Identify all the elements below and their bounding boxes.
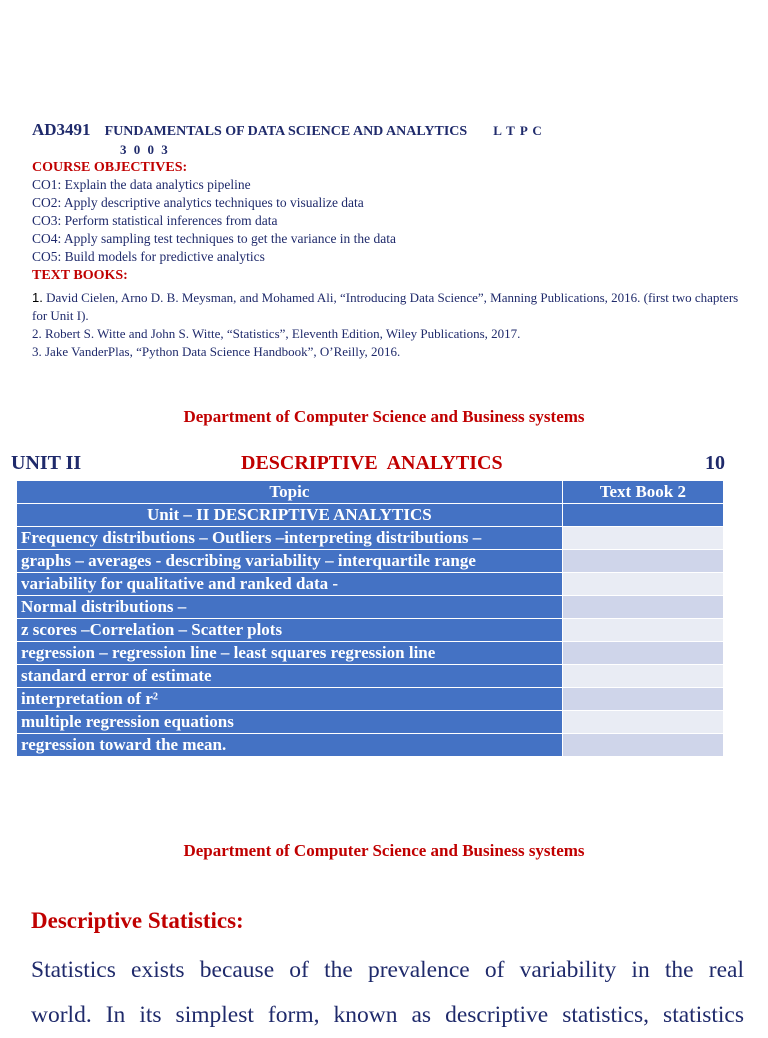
table-header-row: [17, 481, 724, 504]
course-ltpc-values: 3 0 0 3: [120, 142, 170, 157]
textbook-cell: [562, 527, 723, 550]
unit-label: UNIT II: [11, 452, 82, 474]
course-title: FUNDAMENTALS OF DATA SCIENCE AND ANALYTICS: [104, 124, 468, 139]
textbook-cell: [562, 688, 723, 711]
textbook-cell: [562, 596, 723, 619]
textbook-item: [32, 289, 752, 325]
topic-cell: regression – regression line – least squares regression line: [17, 642, 563, 665]
table-row: [17, 596, 724, 619]
descriptive-paragraph: [31, 948, 744, 1038]
department-footer: Department of Computer Science and Business systems: [183, 841, 585, 860]
textbook-cell: [562, 550, 723, 573]
table-row: [17, 688, 724, 711]
table-row: [17, 711, 724, 734]
textbook-number: 3.: [32, 344, 42, 359]
paragraph-line: Statistics exists because of the prevalence of variability in the real: [31, 957, 744, 983]
textbook-text: David Cielen, Arno D. B. Meysman, and Mohamed Ali, “Introducing Data Science”, Manning Publications, 2016. (first two chapters for Unit I).: [32, 290, 739, 323]
descriptive-heading: Descriptive Statistics:: [31, 908, 244, 933]
textbook-cell: [562, 711, 723, 734]
topic-cell: multiple regression equations: [17, 711, 563, 734]
objective-item: CO2: Apply descriptive analytics techniques to visualize data: [32, 195, 364, 210]
objective-item: CO5: Build models for predictive analytics: [32, 249, 265, 264]
textbook-cell: [562, 573, 723, 596]
table-row: [17, 665, 724, 688]
table-row: [17, 619, 724, 642]
textbook-cell: [562, 619, 723, 642]
objective-item: CO3: Perform statistical inferences from data: [32, 213, 278, 228]
textbook-cell: [562, 642, 723, 665]
unit-hours: 10: [705, 452, 725, 474]
objectives-heading: COURSE OBJECTIVES:: [32, 160, 188, 175]
unit-title: DESCRIPTIVE ANALYTICS: [241, 452, 503, 474]
topic-cell: interpretation of r²: [17, 688, 563, 711]
textbooks-heading: TEXT BOOKS:: [32, 268, 128, 283]
objectives-list: [32, 176, 396, 266]
topic-cell: Normal distributions –: [17, 596, 563, 619]
department-footer: Department of Computer Science and Business systems: [183, 407, 585, 426]
textbook-cell: [562, 665, 723, 688]
unit-header: [11, 452, 725, 476]
textbook-item: [32, 343, 752, 361]
textbook-number: 1.: [32, 290, 43, 305]
textbook-text: Jake VanderPlas, “Python Data Science Handbook”, O’Reilly, 2016.: [45, 344, 401, 359]
topic-cell: Frequency distributions – Outliers –interpreting distributions –: [17, 527, 563, 550]
header-topic: Topic: [17, 481, 563, 504]
textbook-item: [32, 325, 752, 343]
table-row: [17, 573, 724, 596]
objective-item: CO1: Explain the data analytics pipeline: [32, 177, 251, 192]
table-row: [17, 734, 724, 757]
paragraph-line: world. In its simplest form, known as descriptive statistics, statistics: [31, 1002, 744, 1028]
unit-row-blank: [562, 504, 723, 527]
topic-cell: standard error of estimate: [17, 665, 563, 688]
textbook-number: 2.: [32, 326, 42, 341]
course-code: AD3491: [32, 120, 91, 139]
textbooks-list: [32, 289, 752, 361]
textbook-cell: [562, 734, 723, 757]
course-ltpc-label: L T P C: [493, 123, 543, 138]
table-row: [17, 642, 724, 665]
objective-item: CO4: Apply sampling test techniques to get the variance in the data: [32, 231, 397, 246]
textbook-text: Robert S. Witte and John S. Witte, “Statistics”, Eleventh Edition, Wiley Publications, 2017.: [45, 326, 521, 341]
unit-row-title: Unit – II DESCRIPTIVE ANALYTICS: [17, 504, 563, 527]
topic-cell: graphs – averages - describing variability – interquartile range: [17, 550, 563, 573]
table-row: [17, 527, 724, 550]
table-unit-row: [17, 504, 724, 527]
header-textbook: Text Book 2: [562, 481, 723, 504]
topic-cell: variability for qualitative and ranked data -: [17, 573, 563, 596]
course-header: [32, 120, 752, 140]
table-row: [17, 550, 724, 573]
topic-cell: z scores –Correlation – Scatter plots: [17, 619, 563, 642]
topic-table: [16, 480, 724, 757]
topic-cell: regression toward the mean.: [17, 734, 563, 757]
